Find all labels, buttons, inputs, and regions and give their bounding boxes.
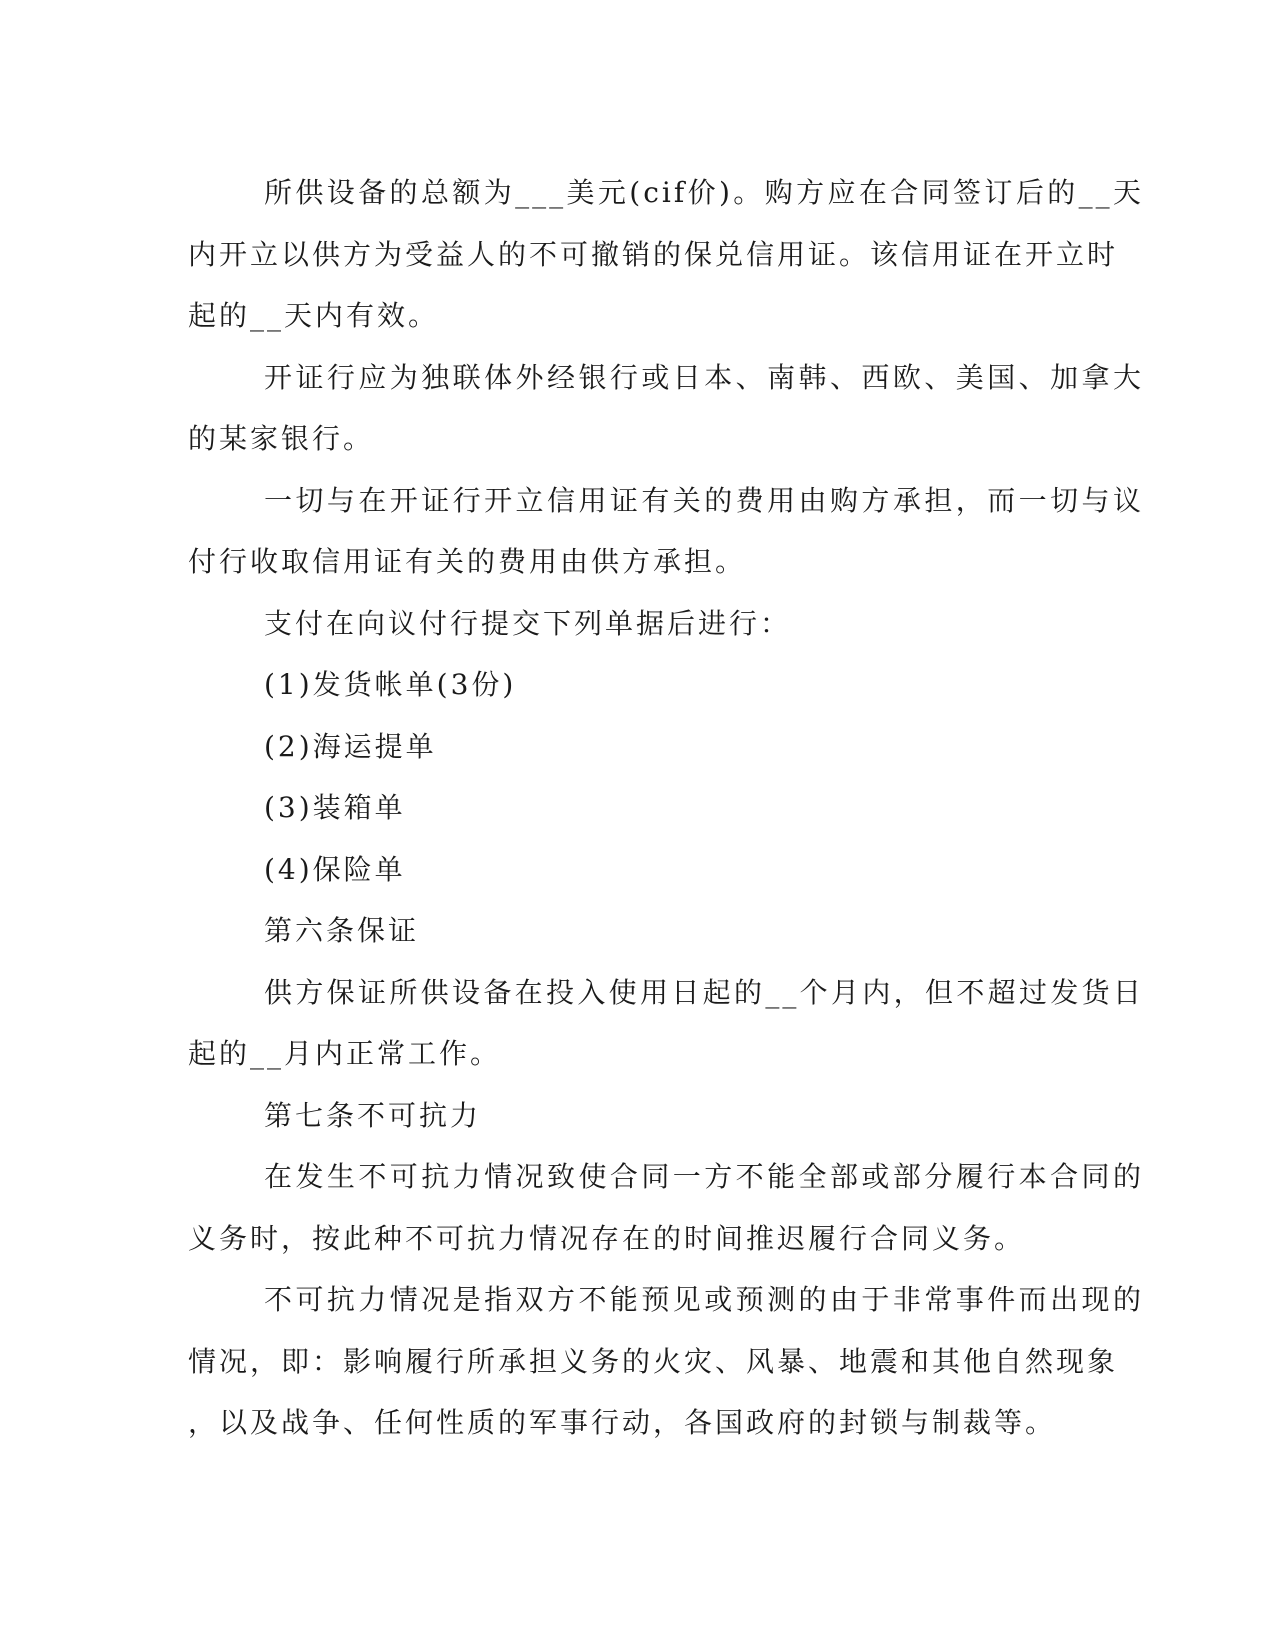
payment-paragraph-line-1: 所供设备的总额为___美元(cif价)。购方应在合同签订后的__天 (264, 176, 1144, 209)
fees-paragraph-line-1: 一切与在开证行开立信用证有关的费用由购方承担，而一切与议 (264, 483, 1144, 517)
issuing-bank-paragraph-line-2: 的某家银行。 (188, 422, 375, 455)
force-majeure-definition-line-3: ，以及战争、任何性质的军事行动，各国政府的封锁与制裁等。 (188, 1406, 1057, 1439)
payment-paragraph-line-2: 内开立以供方为受益人的不可撤销的保兑信用证。该信用证在开立时 (188, 237, 1119, 271)
article-6-heading: 第六条保证 (264, 914, 420, 947)
payment-paragraph-line-3: 起的__天内有效。 (188, 299, 440, 332)
force-majeure-paragraph-line-1: 在发生不可抗力情况致使合同一方不能全部或部分履行本合同的 (264, 1160, 1144, 1193)
force-majeure-definition-line-2: 情况，即：影响履行所承担义务的火灾、风暴、地震和其他自然现象 (188, 1344, 1119, 1378)
force-majeure-paragraph-line-2: 义务时，按此种不可抗力情况存在的时间推迟履行合同义务。 (188, 1221, 1026, 1255)
article-7-heading: 第七条不可抗力 (264, 1098, 482, 1132)
document-list-item: (1)发货帐单(3份) (264, 668, 517, 701)
issuing-bank-paragraph-line-1: 开证行应为独联体外经银行或日本、南韩、西欧、美国、加拿大 (264, 360, 1144, 394)
document-list-item: (4)保险单 (264, 852, 406, 886)
guarantee-paragraph-line-2: 起的__月内正常工作。 (188, 1037, 502, 1070)
document-body (188, 162, 1144, 1454)
documents-intro: 支付在向议付行提交下列单据后进行： (264, 606, 792, 640)
document-list-item: (2)海运提单 (264, 729, 437, 763)
force-majeure-definition-line-1: 不可抗力情况是指双方不能预见或预测的由于非常事件而出现的 (264, 1283, 1144, 1316)
document-list-item: (3)装箱单 (264, 791, 406, 824)
fees-paragraph-line-2: 付行收取信用证有关的费用由供方承担。 (188, 545, 747, 578)
guarantee-paragraph-line-1: 供方保证所供设备在投入使用日起的__个月内，但不超过发货日 (264, 975, 1144, 1009)
